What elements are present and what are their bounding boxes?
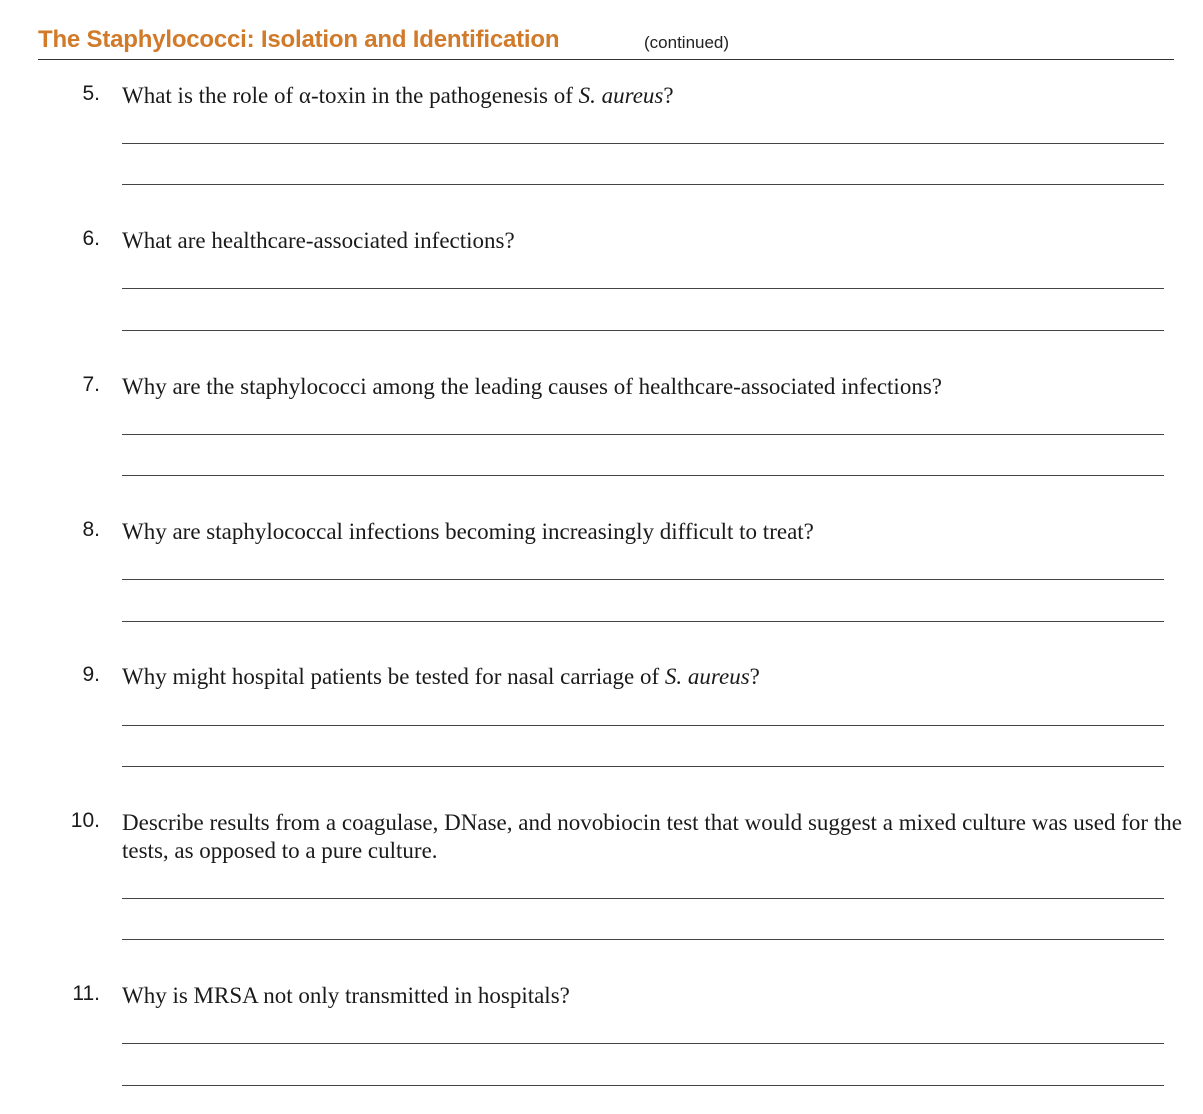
continued-label: (continued) [644, 33, 730, 52]
answer-line[interactable] [122, 898, 1164, 899]
answer-line[interactable] [122, 579, 1164, 580]
answer-line[interactable] [122, 330, 1164, 331]
question-number: 11. [72, 982, 100, 1005]
answer-line[interactable] [122, 475, 1164, 476]
answer-line[interactable] [122, 288, 1164, 289]
question-text: Why are staphylococcal infections becoming increasingly difficult to treat? [122, 519, 814, 544]
page-title: The Staphylococci: Isolation and Identification [38, 26, 560, 53]
answer-line[interactable] [122, 184, 1164, 185]
answer-line[interactable] [122, 621, 1164, 622]
question-number: 6. [82, 227, 100, 250]
question-number: 9. [82, 663, 100, 686]
question-text: Why is MRSA not only transmitted in hospitals? [122, 983, 570, 1008]
question-number: 10. [70, 809, 100, 832]
answer-line[interactable] [122, 766, 1164, 767]
question-number: 8. [82, 518, 100, 541]
question-text: Why might hospital patients be tested for nasal carriage of S. aureus? [122, 664, 760, 689]
answer-line[interactable] [122, 143, 1164, 144]
answer-line[interactable] [122, 434, 1164, 435]
page-header [38, 22, 1174, 60]
question-text: What are healthcare-associated infections? [122, 228, 515, 253]
answer-line[interactable] [122, 725, 1164, 726]
question-text: What is the role of α-toxin in the pathogenesis of S. aureus? [122, 83, 674, 108]
answer-line[interactable] [122, 1085, 1164, 1086]
question-text: Why are the staphylococci among the leading causes of healthcare-associated infections? [122, 374, 942, 399]
answer-line[interactable] [122, 939, 1164, 940]
question-text: Describe results from a coagulase, DNase, and novobiocin test that would suggest a mixed culture was used for the tests, as opposed to a pure culture. [122, 810, 1182, 863]
question-number: 5. [82, 82, 100, 105]
answer-line[interactable] [122, 1043, 1164, 1044]
question-number: 7. [82, 373, 100, 396]
